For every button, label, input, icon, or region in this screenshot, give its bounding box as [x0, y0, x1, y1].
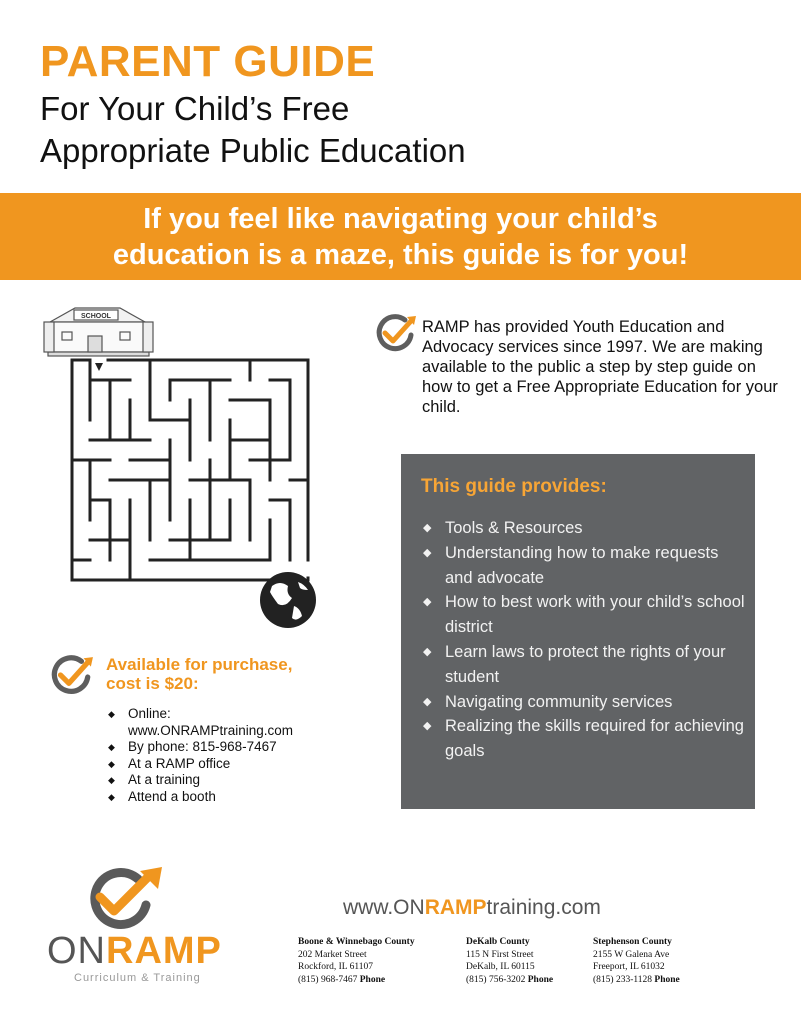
checkmark-icon — [50, 654, 94, 698]
office-name: Boone & Winnebago County — [298, 937, 415, 947]
guide-title: This guide provides: — [421, 476, 607, 497]
website-link[interactable]: www.ONRAMPtraining.com — [343, 896, 601, 919]
office-street: 115 N First Street — [466, 949, 534, 960]
diamond-bullet-icon: ◆ — [108, 758, 115, 769]
logo-tagline: Curriculum & Training — [74, 972, 201, 984]
office-phone: (815) 756-3202 Phone — [466, 974, 554, 985]
diamond-bullet-icon: ◆ — [423, 546, 432, 559]
tagline-banner — [0, 193, 801, 280]
office-address — [466, 936, 553, 986]
subtitle-line-2: Appropriate Public Education — [40, 132, 466, 169]
office-city: Rockford, IL 61107 — [298, 962, 374, 972]
diamond-bullet-icon: ◆ — [423, 720, 432, 733]
list-item: ◆ Online: — [108, 706, 171, 721]
list-item: ◆ Attend a booth — [108, 788, 216, 804]
banner-line-1: If you feel like navigating your child’s — [143, 203, 658, 235]
purchase-title-line-1: Available for purchase, — [106, 655, 293, 674]
list-item: ◆ At a RAMP office — [108, 755, 231, 771]
office-name: DeKalb County — [466, 937, 530, 947]
diamond-bullet-icon: ◆ — [108, 709, 115, 719]
purchase-title — [106, 655, 292, 693]
school-building-icon — [44, 308, 153, 356]
maze-illustration — [40, 300, 330, 640]
office-phone: (815) 233-1128 Phone — [593, 974, 680, 985]
office-name: Stephenson County — [593, 937, 672, 947]
purchase-options-list — [108, 706, 293, 805]
maze-entry-arrow — [95, 363, 103, 371]
diamond-bullet-icon: ◆ — [423, 695, 432, 708]
diamond-bullet-icon: ◆ — [423, 645, 432, 658]
office-address — [593, 936, 680, 986]
office-city: Freeport, IL 61032 — [593, 962, 665, 972]
subtitle-line-1: For Your Child’s Free — [40, 90, 350, 127]
office-street: 202 Market Street — [298, 949, 367, 960]
list-item: ◆ How to best work with your child’s school district — [421, 590, 745, 640]
intro-paragraph: RAMP has provided Youth Education and Advocacy services since 1997. We are making available to the public a step by step guide on how to get a Free Appropriate Education for your child. — [422, 318, 778, 416]
list-item: ◆ Understanding how to make requests and advocate — [421, 541, 745, 591]
logo-wordmark: ONRAMP — [47, 930, 222, 972]
checkmark-icon — [375, 313, 417, 355]
office-phone: (815) 968-7467 Phone — [298, 974, 386, 985]
diamond-bullet-icon: ◆ — [108, 742, 115, 752]
purchase-title-line-2: cost is $20: — [106, 674, 199, 693]
guide-provides-box — [401, 454, 755, 809]
onramp-logo-icon — [80, 865, 176, 931]
list-item: ◆ Learn laws to protect the rights of your student — [421, 640, 745, 690]
school-sign: SCHOOL — [81, 313, 111, 320]
list-item: ◆ By phone: 815-968-7467 — [108, 739, 277, 754]
maze-walls — [72, 360, 308, 580]
office-street: 2155 W Galena Ave — [593, 949, 670, 960]
page-title: PARENT GUIDE — [40, 37, 376, 86]
banner-line-2: education is a maze, this guide is for you! — [112, 239, 689, 271]
purchase-website-link[interactable]: www.ONRAMPtraining.com — [128, 722, 294, 738]
diamond-bullet-icon: ◆ — [108, 791, 115, 802]
globe-icon — [260, 572, 316, 628]
diamond-bullet-icon: ◆ — [108, 775, 115, 785]
diamond-bullet-icon: ◆ — [423, 596, 432, 609]
office-address — [298, 936, 415, 986]
list-item: ◆ Tools & Resources — [421, 516, 745, 541]
list-item: ◆ At a training — [108, 772, 201, 787]
list-item: ◆ Realizing the skills required for achieving goals — [421, 714, 745, 764]
diamond-bullet-icon: ◆ — [423, 522, 432, 534]
list-item: ◆ Navigating community services — [421, 690, 745, 715]
office-city: DeKalb, IL 60115 — [466, 962, 535, 972]
